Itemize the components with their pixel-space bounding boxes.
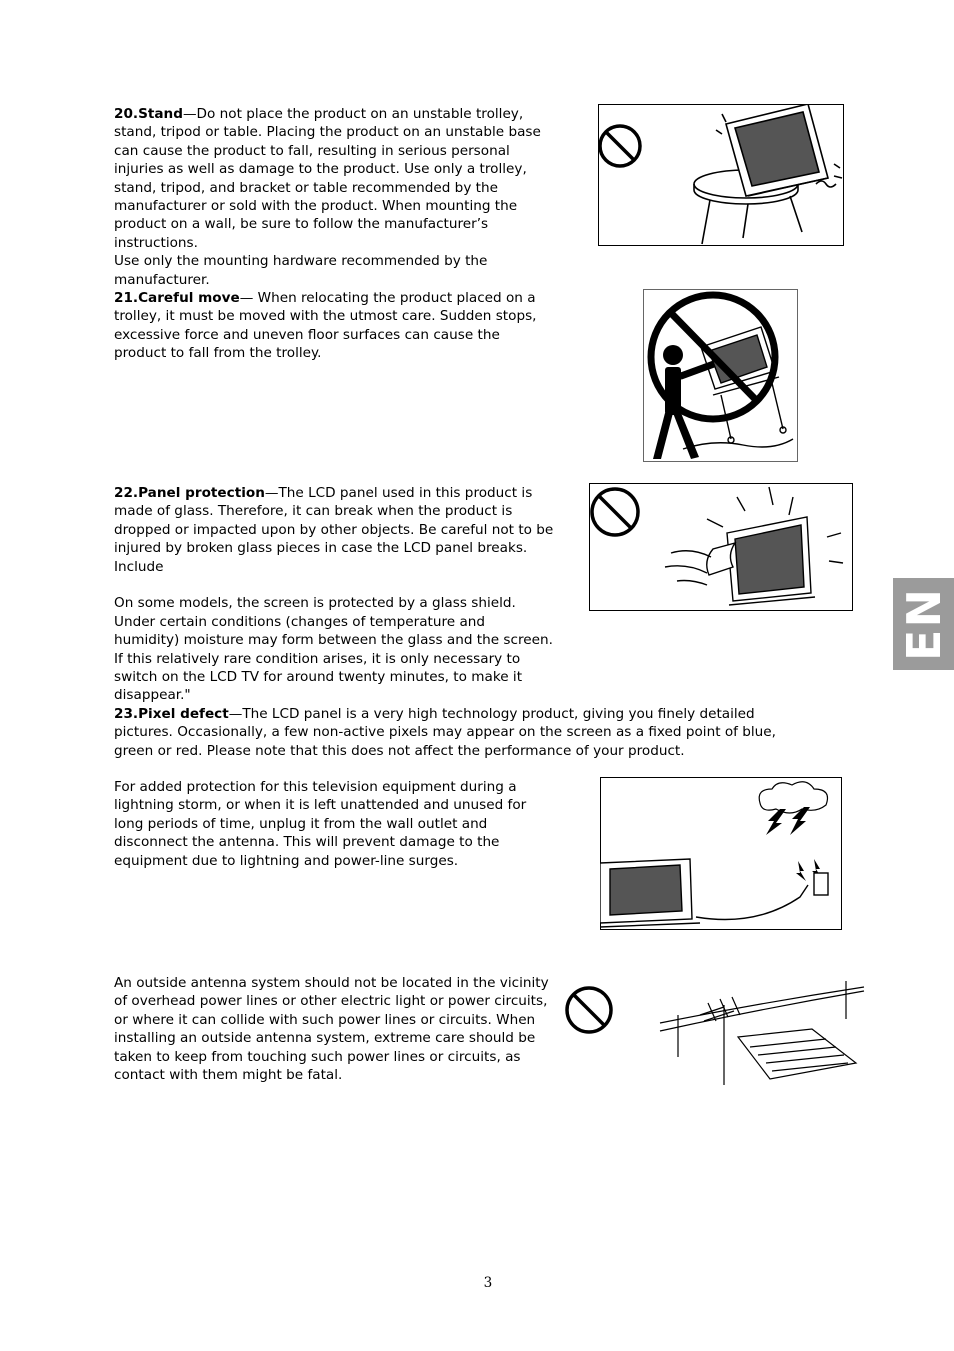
section-panel-protection bbox=[114, 484, 554, 705]
section-panel-protection-body bbox=[114, 484, 554, 558]
figure-panel-protection bbox=[589, 483, 853, 611]
section-heading: 22.Panel protection bbox=[114, 485, 265, 501]
section-paragraph: If this relatively rare condition arises, it is only necessary to switch on the LCD TV for around twenty minutes, to make it disappear." bbox=[114, 650, 523, 704]
antenna-text: An outside antenna system should not be located in the vicinity of overhead power lines or other electric light or power circuits, or where it can collide with such power lines or circuits. When installing an outside antenna system, extreme care should be taken to keep from touching such power lines or circuits, as contact with them might be fatal. bbox=[114, 975, 549, 1084]
prohibition-icon bbox=[567, 988, 611, 1032]
section-heading: 20.Stand bbox=[114, 106, 183, 122]
language-tab-label: EN bbox=[896, 587, 951, 661]
lightning-paragraph bbox=[114, 778, 542, 870]
section-text: —Do not place the product on an unstable trolley, stand, tripod or table. Placing the product on an unstable base can cause the product to fall, resulting in serious personal injuries as well as damage to the product. Use only a trolley, stand, tripod, and bracket or table recommended by the manufacturer or sold with the product. When mounting the product on a wall, be sure to follow the manufacturer’s instructions. bbox=[114, 106, 541, 251]
section-paragraph: On some models, the screen is protected by a glass shield. Under certain conditions (changes of temperature and humidity) moisture may form between the glass and the screen. bbox=[114, 595, 553, 649]
section-heading: 21.Careful move bbox=[114, 290, 240, 306]
figure-unstable-table bbox=[598, 104, 844, 246]
figure-careful-move bbox=[643, 289, 798, 462]
spacer bbox=[114, 576, 554, 594]
section-stand bbox=[114, 105, 550, 289]
section-careful-move-body bbox=[114, 289, 550, 363]
figure-lightning bbox=[600, 777, 842, 930]
figure-antenna bbox=[564, 975, 866, 1093]
section-text: — When relocating the product placed on a trolley, it must be moved with the utmost care. Sudden stops, excessive force and uneven floor surfaces can cause the product to fall from the trolley. bbox=[114, 290, 537, 362]
antenna-paragraph bbox=[114, 974, 552, 1084]
section-text: —The LCD panel used in this product is made of glass. Therefore, it can break when the product is dropped or impacted upon by other objects. Be careful not to be injured by broken glass pieces in case the LCD panel breaks. bbox=[114, 485, 554, 557]
antenna-illustration bbox=[660, 981, 864, 1085]
section-extra: Include bbox=[114, 558, 164, 575]
section-extra: Use only the mounting hardware recommended by the manufacturer. bbox=[114, 253, 488, 288]
section-careful-move bbox=[114, 289, 550, 363]
section-heading: 23.Pixel defect bbox=[114, 706, 229, 722]
section-stand-body bbox=[114, 105, 550, 252]
section-pixel-defect bbox=[114, 705, 804, 760]
page-number: 3 bbox=[483, 1275, 493, 1291]
section-text: —The LCD panel is a very high technology product, giving you finely detailed pictures. Occasionally, a few non-active pixels may appear on the screen as a fixed point of blue, green or red. Please note that this does not affect the performance of your product. bbox=[114, 706, 776, 759]
language-tab bbox=[893, 578, 954, 670]
section-pixel-defect-body bbox=[114, 705, 804, 760]
lightning-text: For added protection for this television equipment during a lightning storm, or when it is left unattended and unused for long periods of time, unplug it from the wall outlet and disconnect the antenna. This will prevent damage to the equipment due to lightning and power-line surges. bbox=[114, 779, 527, 869]
